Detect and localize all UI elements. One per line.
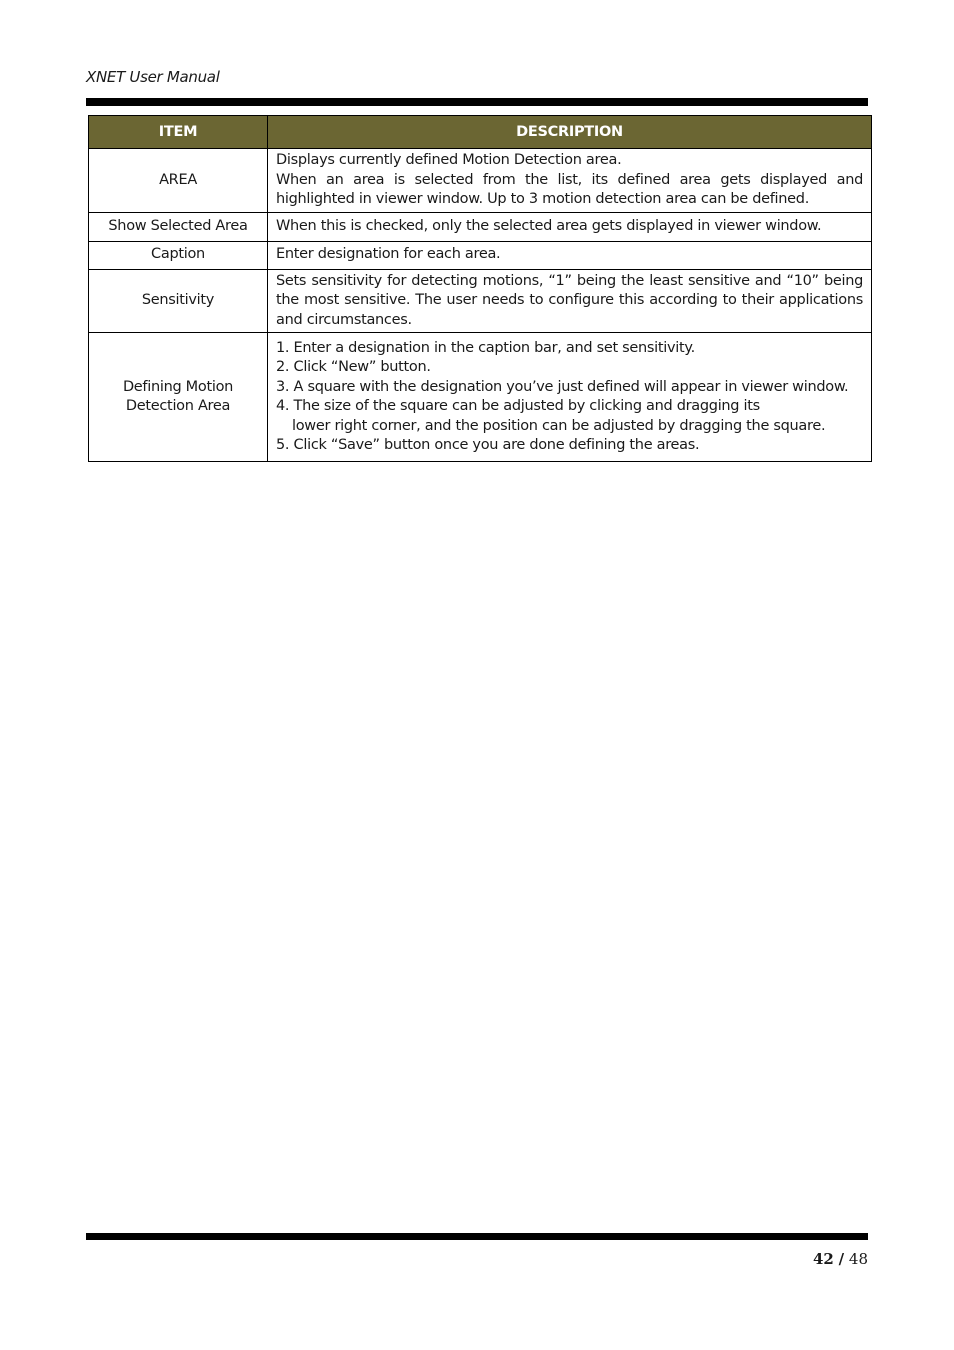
page-number bbox=[813, 1250, 868, 1268]
item-cell: Show Selected Area bbox=[89, 212, 268, 241]
description-line: Displays currently defined Motion Detection area. bbox=[276, 152, 622, 168]
description-cell bbox=[268, 241, 872, 269]
step-line: 1. Enter a designation in the caption bar, and set sensitivity. bbox=[276, 339, 695, 356]
description-cell bbox=[268, 333, 872, 462]
footer-rule bbox=[86, 1233, 868, 1240]
description-line: When an area is selected from the list, its defined area gets displayed and highlighted in viewer window. Up to 3 motion detection area can be defined. bbox=[276, 171, 863, 207]
step-line: 4. The size of the square can be adjusted by clicking and dragging its bbox=[276, 398, 760, 414]
column-header-item: ITEM bbox=[89, 116, 268, 149]
step-line: 3. A square with the designation you’ve just defined will appear in viewer window. bbox=[276, 378, 849, 395]
total-pages: 48 bbox=[848, 1250, 868, 1268]
item-label-line: Defining Motion bbox=[122, 378, 234, 395]
current-page: 42 bbox=[812, 1250, 834, 1268]
table-row bbox=[89, 149, 872, 213]
step-line: lower right corner, and the position can be adjusted by dragging the square. bbox=[292, 417, 826, 434]
settings-table bbox=[88, 115, 872, 462]
table-row bbox=[89, 269, 872, 333]
table-row bbox=[89, 241, 872, 269]
item-label-line: Detection Area bbox=[125, 398, 231, 414]
step-line: 5. Click “Save” button once you are done defining the areas. bbox=[276, 437, 700, 453]
description-cell bbox=[268, 212, 872, 241]
item-cell: AREA bbox=[89, 149, 268, 213]
table-row bbox=[89, 212, 872, 241]
item-cell: Sensitivity bbox=[89, 269, 268, 333]
table-header-row bbox=[89, 116, 872, 149]
document-header-title: XNET User Manual bbox=[86, 68, 220, 86]
step-line: 2. Click “New” button. bbox=[276, 359, 431, 375]
page-separator: / bbox=[838, 1250, 845, 1268]
description-cell bbox=[268, 149, 872, 213]
column-header-description: DESCRIPTION bbox=[268, 116, 872, 149]
item-cell bbox=[89, 333, 268, 462]
description-line: When this is checked, only the selected area gets displayed in viewer window. bbox=[276, 217, 822, 234]
description-line: Sets sensitivity for detecting motions, “1” being the least sensitive and “10” being the most sensitive. The user needs to configure this according to their applications and circumstances. bbox=[276, 272, 863, 328]
description-line: Enter designation for each area. bbox=[276, 246, 501, 263]
item-cell: Caption bbox=[89, 241, 268, 269]
header-rule bbox=[86, 98, 868, 106]
description-cell bbox=[268, 269, 872, 333]
table-row bbox=[89, 333, 872, 462]
